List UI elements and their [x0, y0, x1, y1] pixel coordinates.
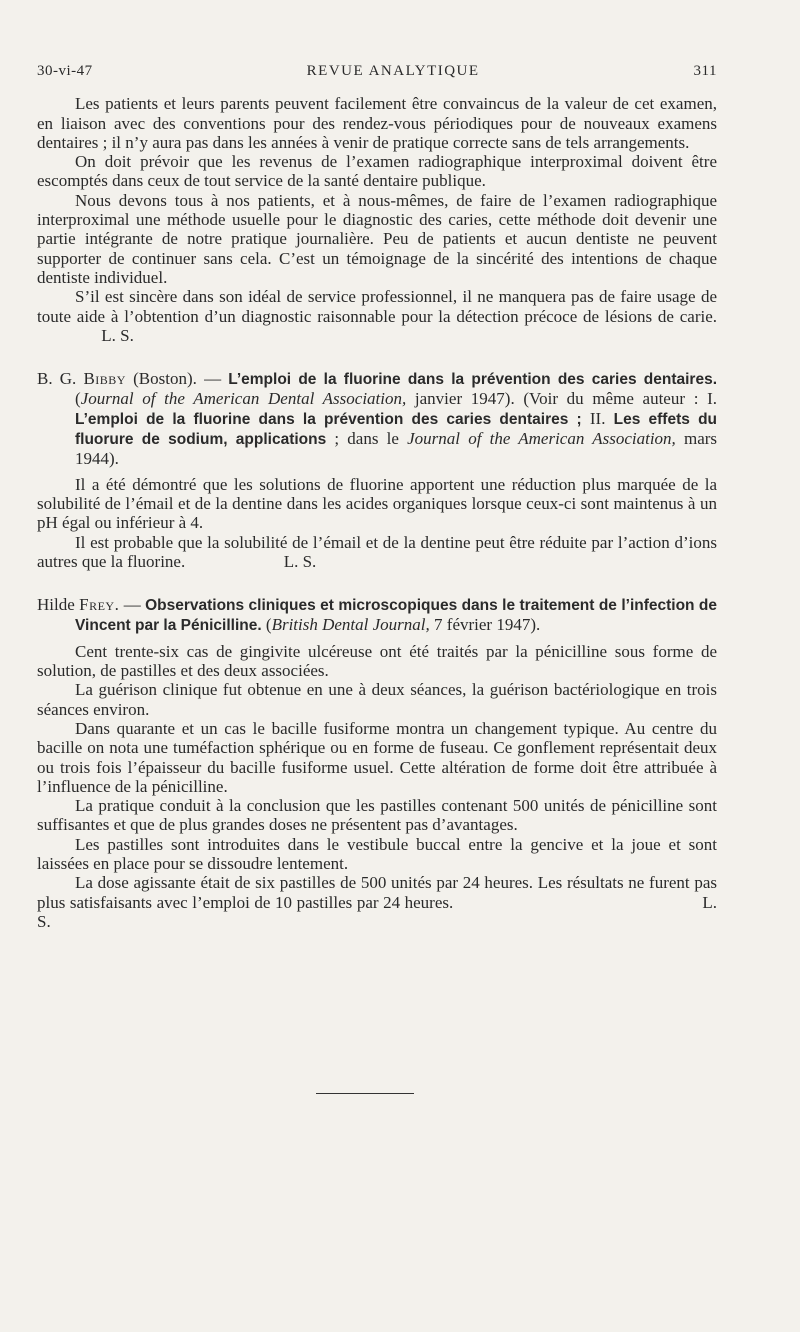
- article-heading: [37, 595, 717, 636]
- running-header: [37, 62, 717, 81]
- paragraph: La guérison clinique fut obtenue en une à deux séances, la guérison bactériologique en trois séances environ.: [37, 680, 717, 719]
- paragraph: Cent trente-six cas de gingivite ulcéreuse ont été traités par la pénicilline sous forme de solution, de pastilles et des deux associées.: [37, 641, 717, 681]
- paragraph-with-signature: [37, 873, 717, 931]
- paragraph-text: Il est probable que la solubilité de l’émail et de la dentine peut être réduite par l’action d’ions autres que la fluorine.: [37, 532, 717, 571]
- journal-name-2: Journal of the American Association,: [407, 429, 676, 449]
- journal-name: British Dental Journal,: [271, 615, 430, 635]
- journal-name: Journal of the American Dental Association,: [80, 389, 407, 409]
- author-first-name: Hilde: [37, 595, 75, 615]
- header-date: 30-vi-47: [37, 63, 93, 79]
- author-location: (Boston).: [133, 369, 197, 389]
- page: [37, 62, 717, 931]
- dash: —: [204, 369, 222, 389]
- header-title: REVUE ANALYTIQUE: [306, 63, 480, 79]
- article-heading: [37, 369, 717, 468]
- article-frey: [37, 595, 717, 931]
- article-bibby: [37, 369, 717, 571]
- paragraph-text: La dose agissante était de six pastilles de 500 unités par 24 heures. Les résultats ne furent pas plus satisfaisants avec l’emploi de 10 pastilles par 24 heures.: [37, 873, 717, 912]
- article-title: Observations cliniques et microscopiques dans le traitement de l’infection de Vincent par la Pénicilline.: [75, 597, 718, 635]
- continuation-section: [37, 94, 717, 345]
- paragraph: Nous devons tous à nos patients, et à nous-mêmes, de faire de l’examen radiographique interproximal une méthode usuelle pour le diagnostic des caries, cette méthode doit devenir une partie intégrante de notre pratique journalière. Peu de patients et aucun dentiste ne peuvent supporter de continuer sans cela. C’est un témoignage de la sincérité des intentions de chaque dentiste individuel.: [37, 190, 717, 287]
- paragraph: Dans quarante et un cas le bacille fusiforme montra un changement typique. Au centre du bacille on nota une tuméfaction sphérique ou en forme de fuseau. Ce gonflement représentait deux ou trois fois l’épaisseur du bacille fusiforme usuel. Cette altération de forme doit être attribuée à l’influence de la pénicilline.: [37, 718, 717, 796]
- related-title-2: Les effets du fluorure de sodium, applications: [75, 410, 718, 449]
- separator: II.: [589, 408, 606, 428]
- paragraph: La pratique conduit à la conclusion que les pastilles contenant 500 unités de pénicilline sont suffisantes et que de plus grandes doses ne présentent pas d’avantages.: [37, 796, 717, 835]
- signature: L. S.: [37, 892, 718, 931]
- paragraph: Il a été démontré que les solutions de fluorine apportent une réduction plus marquée de la solubilité de l’émail et de la dentine dans les acides organiques lorsque ceux-ci sont maintenus à un pH égal ou inférieur à 4.: [37, 474, 717, 533]
- ref-open: (: [75, 389, 81, 409]
- author-name: Frey.: [79, 595, 120, 615]
- ref-date-2: mars 1944).: [75, 429, 718, 469]
- ref-date: janvier 1947). (Voir du même auteur : I.: [414, 389, 717, 409]
- signature: L. S.: [101, 325, 134, 345]
- article-title: L’emploi de la fluorine dans la prévention des caries dentaires.: [228, 371, 718, 389]
- paragraph-with-signature: [37, 533, 717, 572]
- dash: —: [123, 595, 141, 615]
- related-title-1: L’emploi de la fluorine dans la prévention des caries dentaires ;: [75, 410, 582, 428]
- signature: L. S.: [283, 551, 317, 571]
- author-initials: B. G.: [37, 369, 77, 389]
- author-name: Bibby: [83, 369, 126, 389]
- paragraph-with-signature: [37, 287, 717, 345]
- paragraph: Les patients et leurs parents peuvent facilement être convaincus de la valeur de cet examen, en liaison avec des conventions pour des rendez-vous périodiques pour de nouveaux examens dentaires ; il n’y aura pas dans les années à venir de pratique correcte sans de tels arrangements.: [37, 94, 717, 152]
- ref-open: (: [265, 615, 272, 635]
- paragraph: Les pastilles sont introduites dans le vestibule buccal entre la gencive et la joue et sont laissées en place pour se dissoudre lentement.: [37, 834, 717, 873]
- paragraph-text: S’il est sincère dans son idéal de service professionnel, il ne manquera pas de faire usage de toute aide à l’obtention d’un diagnostic raisonnable pour la détection précoce de lésions de carie.: [37, 287, 717, 326]
- ref-in: ; dans le: [334, 429, 399, 449]
- page-number: 311: [693, 63, 717, 79]
- end-rule: [316, 1093, 414, 1094]
- paragraph: On doit prévoir que les revenus de l’examen radiographique interproximal doivent être escomptés dans ceux de tout service de la santé dentaire publique.: [37, 152, 717, 191]
- ref-date: 7 février 1947).: [434, 615, 541, 635]
